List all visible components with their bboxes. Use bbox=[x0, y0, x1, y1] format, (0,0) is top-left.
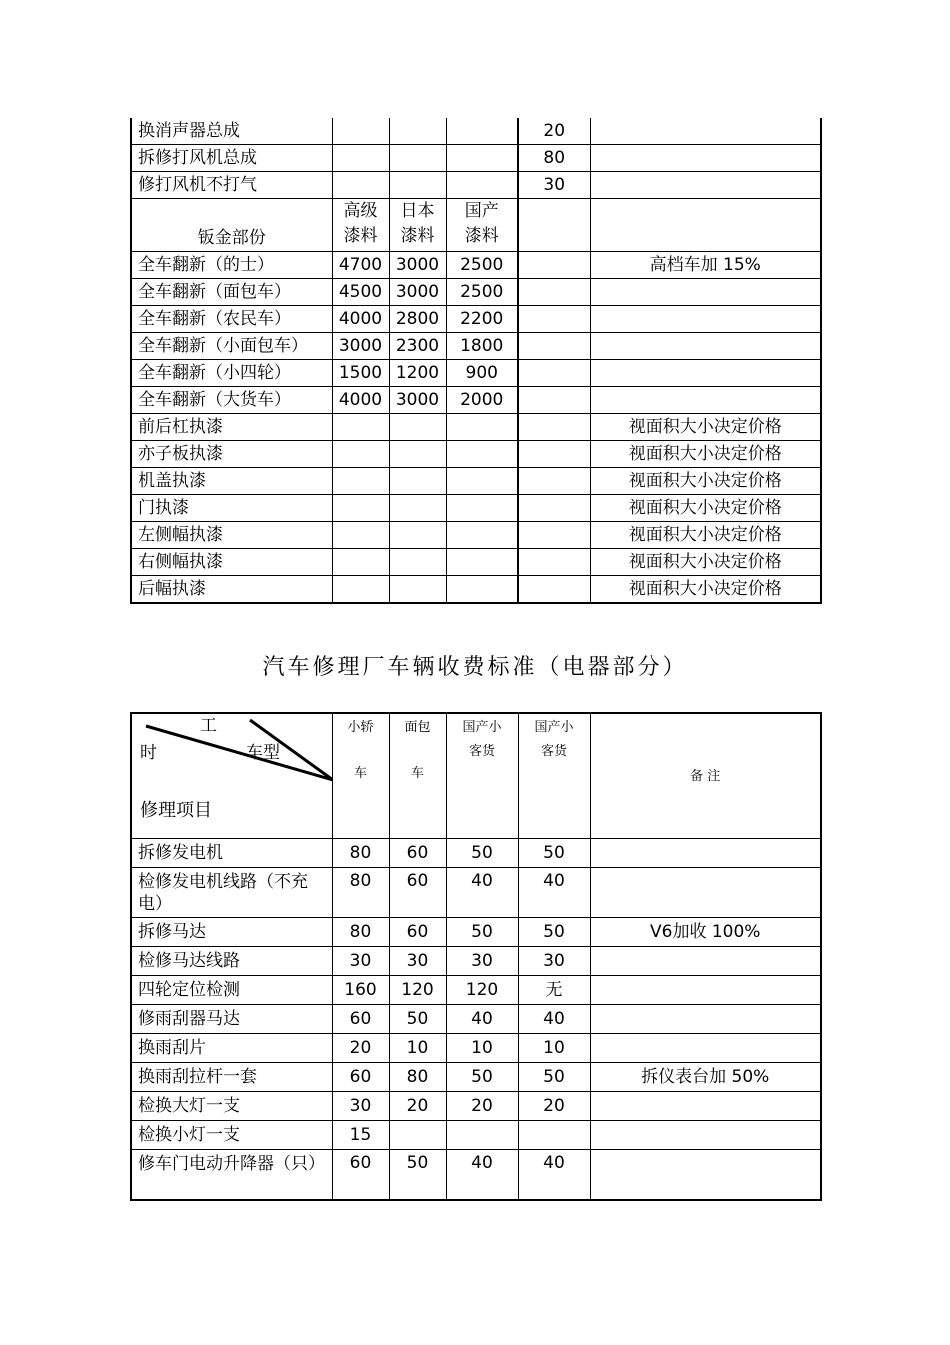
price-cell bbox=[518, 279, 590, 306]
price-cell: 4000 bbox=[332, 387, 389, 414]
price-cell bbox=[446, 145, 518, 172]
table-row bbox=[131, 279, 821, 306]
price-cell bbox=[446, 522, 518, 549]
table-row bbox=[131, 145, 821, 172]
paint-grade-header: 日本 漆料 bbox=[389, 199, 446, 252]
price-cell: 80 bbox=[332, 839, 389, 868]
price-cell: 30 bbox=[332, 1092, 389, 1121]
price-cell: 120 bbox=[389, 976, 446, 1005]
table-row bbox=[131, 441, 821, 468]
item-cell: 全车翻新（小面包车） bbox=[131, 333, 332, 360]
corner-label-right: 车型 bbox=[246, 743, 280, 763]
price-cell bbox=[518, 468, 590, 495]
item-cell: 拆修马达 bbox=[131, 918, 332, 947]
price-cell bbox=[446, 1121, 518, 1150]
price-cell bbox=[518, 387, 590, 414]
item-cell: 全车翻新（的士） bbox=[131, 252, 332, 279]
table-row bbox=[131, 522, 821, 549]
item-cell: 检修发电机线路（不充电） bbox=[131, 868, 332, 918]
item-cell: 修车门电动升降器（只） bbox=[131, 1150, 332, 1201]
price-cell bbox=[332, 441, 389, 468]
price-cell: 20 bbox=[446, 1092, 518, 1121]
electrical-price-table bbox=[130, 712, 822, 1201]
item-cell: 拆修发电机 bbox=[131, 839, 332, 868]
price-cell: 60 bbox=[332, 1063, 389, 1092]
note-cell: 视面积大小决定价格 bbox=[590, 495, 821, 522]
price-cell: 80 bbox=[332, 918, 389, 947]
price-cell: 50 bbox=[446, 839, 518, 868]
corner-label-left: 时 bbox=[140, 743, 157, 763]
table-row bbox=[131, 918, 821, 947]
price-cell: 2300 bbox=[389, 333, 446, 360]
note-cell bbox=[590, 1092, 821, 1121]
price-cell: 3000 bbox=[389, 252, 446, 279]
item-cell: 全车翻新（小四轮） bbox=[131, 360, 332, 387]
price-cell bbox=[389, 549, 446, 576]
price-cell: 2800 bbox=[389, 306, 446, 333]
paint-grade-header: 国产 漆料 bbox=[446, 199, 518, 252]
table-row bbox=[131, 1005, 821, 1034]
price-cell: 900 bbox=[446, 360, 518, 387]
price-cell: 50 bbox=[389, 1150, 446, 1201]
price-cell: 4500 bbox=[332, 279, 389, 306]
price-cell bbox=[389, 1121, 446, 1150]
table-row bbox=[131, 360, 821, 387]
price-cell bbox=[518, 1121, 590, 1150]
table-header-row bbox=[131, 713, 821, 839]
item-cell: 门执漆 bbox=[131, 495, 332, 522]
note-cell bbox=[590, 360, 821, 387]
table-row bbox=[131, 495, 821, 522]
item-cell: 左侧幅执漆 bbox=[131, 522, 332, 549]
header-note: 备 注 bbox=[590, 713, 821, 839]
sheet-metal-header-row bbox=[131, 199, 821, 252]
table-row bbox=[131, 576, 821, 604]
note-cell bbox=[590, 118, 821, 145]
price-cell bbox=[518, 522, 590, 549]
note-cell bbox=[590, 947, 821, 976]
price-cell: 80 bbox=[389, 1063, 446, 1092]
section-label-cell: 钣金部份 bbox=[131, 199, 332, 252]
item-cell: 机盖执漆 bbox=[131, 468, 332, 495]
diagonal-header-cell bbox=[131, 713, 332, 839]
price-cell: 10 bbox=[389, 1034, 446, 1063]
item-cell: 换雨刮拉杆一套 bbox=[131, 1063, 332, 1092]
price-cell: 2200 bbox=[446, 306, 518, 333]
note-cell bbox=[590, 1034, 821, 1063]
price-cell bbox=[332, 549, 389, 576]
table-row bbox=[131, 1034, 821, 1063]
price-cell bbox=[446, 549, 518, 576]
header-van: 面包 车 bbox=[389, 713, 446, 839]
price-cell bbox=[389, 414, 446, 441]
price-cell: 2500 bbox=[446, 279, 518, 306]
item-cell: 检修马达线路 bbox=[131, 947, 332, 976]
note-cell bbox=[590, 1005, 821, 1034]
price-cell bbox=[332, 118, 389, 145]
table-row bbox=[131, 333, 821, 360]
price-cell bbox=[332, 522, 389, 549]
price-cell: 80 bbox=[332, 868, 389, 918]
note-cell bbox=[590, 145, 821, 172]
price-cell: 4000 bbox=[332, 306, 389, 333]
price-cell bbox=[332, 495, 389, 522]
table-row bbox=[131, 549, 821, 576]
price-cell bbox=[518, 414, 590, 441]
price-cell: 30 bbox=[518, 947, 590, 976]
price-cell bbox=[446, 468, 518, 495]
price-cell: 20 bbox=[518, 118, 590, 145]
table-row bbox=[131, 1063, 821, 1092]
table-row bbox=[131, 947, 821, 976]
price-cell: 2000 bbox=[446, 387, 518, 414]
price-cell: 50 bbox=[446, 1063, 518, 1092]
price-cell: 60 bbox=[332, 1150, 389, 1201]
price-cell: 50 bbox=[518, 918, 590, 947]
item-cell: 换消声器总成 bbox=[131, 118, 332, 145]
price-cell: 30 bbox=[518, 172, 590, 199]
item-cell: 全车翻新（面包车） bbox=[131, 279, 332, 306]
price-cell: 40 bbox=[446, 1150, 518, 1201]
price-cell bbox=[518, 306, 590, 333]
item-cell: 全车翻新（农民车） bbox=[131, 306, 332, 333]
note-cell: 高档车加 15% bbox=[590, 252, 821, 279]
table-row bbox=[131, 468, 821, 495]
price-cell: 3000 bbox=[389, 279, 446, 306]
table-row bbox=[131, 172, 821, 199]
item-cell: 全车翻新（大货车） bbox=[131, 387, 332, 414]
price-cell bbox=[389, 118, 446, 145]
price-cell bbox=[389, 576, 446, 604]
note-cell: 拆仪表台加 50% bbox=[590, 1063, 821, 1092]
item-cell: 四轮定位检测 bbox=[131, 976, 332, 1005]
price-cell: 30 bbox=[389, 947, 446, 976]
price-cell bbox=[389, 145, 446, 172]
note-cell bbox=[590, 1150, 821, 1201]
price-cell: 40 bbox=[446, 1005, 518, 1034]
price-cell: 20 bbox=[518, 1092, 590, 1121]
table-row bbox=[131, 252, 821, 279]
corner-label-bottom: 修理项目 bbox=[140, 800, 212, 821]
price-cell: 2500 bbox=[446, 252, 518, 279]
price-cell bbox=[389, 495, 446, 522]
price-cell bbox=[332, 145, 389, 172]
price-cell bbox=[518, 441, 590, 468]
price-cell bbox=[446, 118, 518, 145]
price-cell: 60 bbox=[389, 839, 446, 868]
price-cell bbox=[389, 522, 446, 549]
price-cell bbox=[389, 441, 446, 468]
price-cell bbox=[518, 360, 590, 387]
section-title: 汽车修理厂车辆收费标准（电器部分） bbox=[262, 655, 688, 680]
note-cell bbox=[590, 868, 821, 918]
corner-label-top: 工 bbox=[200, 716, 217, 736]
empty-cell bbox=[590, 199, 821, 252]
header-car: 小轿 车 bbox=[332, 713, 389, 839]
price-cell: 20 bbox=[389, 1092, 446, 1121]
price-cell: 15 bbox=[332, 1121, 389, 1150]
price-cell: 80 bbox=[518, 145, 590, 172]
note-cell: V6加收 100% bbox=[590, 918, 821, 947]
price-cell bbox=[389, 468, 446, 495]
note-cell bbox=[590, 279, 821, 306]
table-row bbox=[131, 306, 821, 333]
price-cell: 50 bbox=[518, 839, 590, 868]
price-cell: 160 bbox=[332, 976, 389, 1005]
price-cell bbox=[518, 252, 590, 279]
table-row bbox=[131, 976, 821, 1005]
table-row bbox=[131, 118, 821, 145]
price-cell bbox=[518, 333, 590, 360]
price-cell: 40 bbox=[518, 1005, 590, 1034]
note-cell: 视面积大小决定价格 bbox=[590, 549, 821, 576]
price-cell: 20 bbox=[332, 1034, 389, 1063]
note-cell bbox=[590, 1121, 821, 1150]
note-cell bbox=[590, 172, 821, 199]
price-cell bbox=[389, 172, 446, 199]
note-cell: 视面积大小决定价格 bbox=[590, 468, 821, 495]
price-cell bbox=[518, 495, 590, 522]
table-row bbox=[131, 1121, 821, 1150]
price-cell: 60 bbox=[389, 918, 446, 947]
price-cell: 无 bbox=[518, 976, 590, 1005]
table-row bbox=[131, 387, 821, 414]
note-cell bbox=[590, 839, 821, 868]
price-cell: 40 bbox=[446, 868, 518, 918]
item-cell: 亦子板执漆 bbox=[131, 441, 332, 468]
item-cell: 检换大灯一支 bbox=[131, 1092, 332, 1121]
table-row bbox=[131, 1150, 821, 1201]
price-cell bbox=[446, 441, 518, 468]
item-cell: 右侧幅执漆 bbox=[131, 549, 332, 576]
item-cell: 修打风机不打气 bbox=[131, 172, 332, 199]
item-cell: 后幅执漆 bbox=[131, 576, 332, 604]
item-cell: 拆修打风机总成 bbox=[131, 145, 332, 172]
note-cell: 视面积大小决定价格 bbox=[590, 414, 821, 441]
price-cell: 1800 bbox=[446, 333, 518, 360]
price-cell bbox=[332, 576, 389, 604]
price-cell bbox=[518, 576, 590, 604]
header-domestic-1: 国产小 客货 bbox=[446, 713, 518, 839]
paint-grade-header: 高级 漆料 bbox=[332, 199, 389, 252]
price-cell: 60 bbox=[332, 1005, 389, 1034]
price-cell: 120 bbox=[446, 976, 518, 1005]
price-cell: 3000 bbox=[389, 387, 446, 414]
price-cell bbox=[332, 172, 389, 199]
price-cell: 10 bbox=[518, 1034, 590, 1063]
table-row bbox=[131, 868, 821, 918]
note-cell bbox=[590, 976, 821, 1005]
note-cell bbox=[590, 387, 821, 414]
price-cell bbox=[446, 414, 518, 441]
price-cell: 4700 bbox=[332, 252, 389, 279]
price-cell bbox=[446, 576, 518, 604]
note-cell bbox=[590, 306, 821, 333]
price-cell bbox=[518, 549, 590, 576]
table-row bbox=[131, 1092, 821, 1121]
price-cell: 40 bbox=[518, 1150, 590, 1201]
price-cell: 1200 bbox=[389, 360, 446, 387]
price-cell bbox=[446, 495, 518, 522]
item-cell: 检换小灯一支 bbox=[131, 1121, 332, 1150]
header-domestic-2: 国产小 客货 bbox=[518, 713, 590, 839]
price-cell bbox=[332, 414, 389, 441]
price-cell: 40 bbox=[518, 868, 590, 918]
table-row bbox=[131, 414, 821, 441]
price-cell bbox=[332, 468, 389, 495]
price-cell: 60 bbox=[389, 868, 446, 918]
item-cell: 修雨刮器马达 bbox=[131, 1005, 332, 1034]
table-row bbox=[131, 839, 821, 868]
note-cell: 视面积大小决定价格 bbox=[590, 576, 821, 604]
price-cell: 30 bbox=[332, 947, 389, 976]
empty-cell bbox=[518, 199, 590, 252]
note-cell bbox=[590, 333, 821, 360]
sheet-metal-price-table bbox=[130, 118, 822, 604]
note-cell: 视面积大小决定价格 bbox=[590, 522, 821, 549]
price-cell: 50 bbox=[446, 918, 518, 947]
item-cell: 前后杠执漆 bbox=[131, 414, 332, 441]
note-cell: 视面积大小决定价格 bbox=[590, 441, 821, 468]
item-cell: 换雨刮片 bbox=[131, 1034, 332, 1063]
price-cell bbox=[446, 172, 518, 199]
price-cell: 50 bbox=[389, 1005, 446, 1034]
price-cell: 1500 bbox=[332, 360, 389, 387]
price-cell: 30 bbox=[446, 947, 518, 976]
price-cell: 10 bbox=[446, 1034, 518, 1063]
price-cell: 3000 bbox=[332, 333, 389, 360]
price-cell: 50 bbox=[518, 1063, 590, 1092]
